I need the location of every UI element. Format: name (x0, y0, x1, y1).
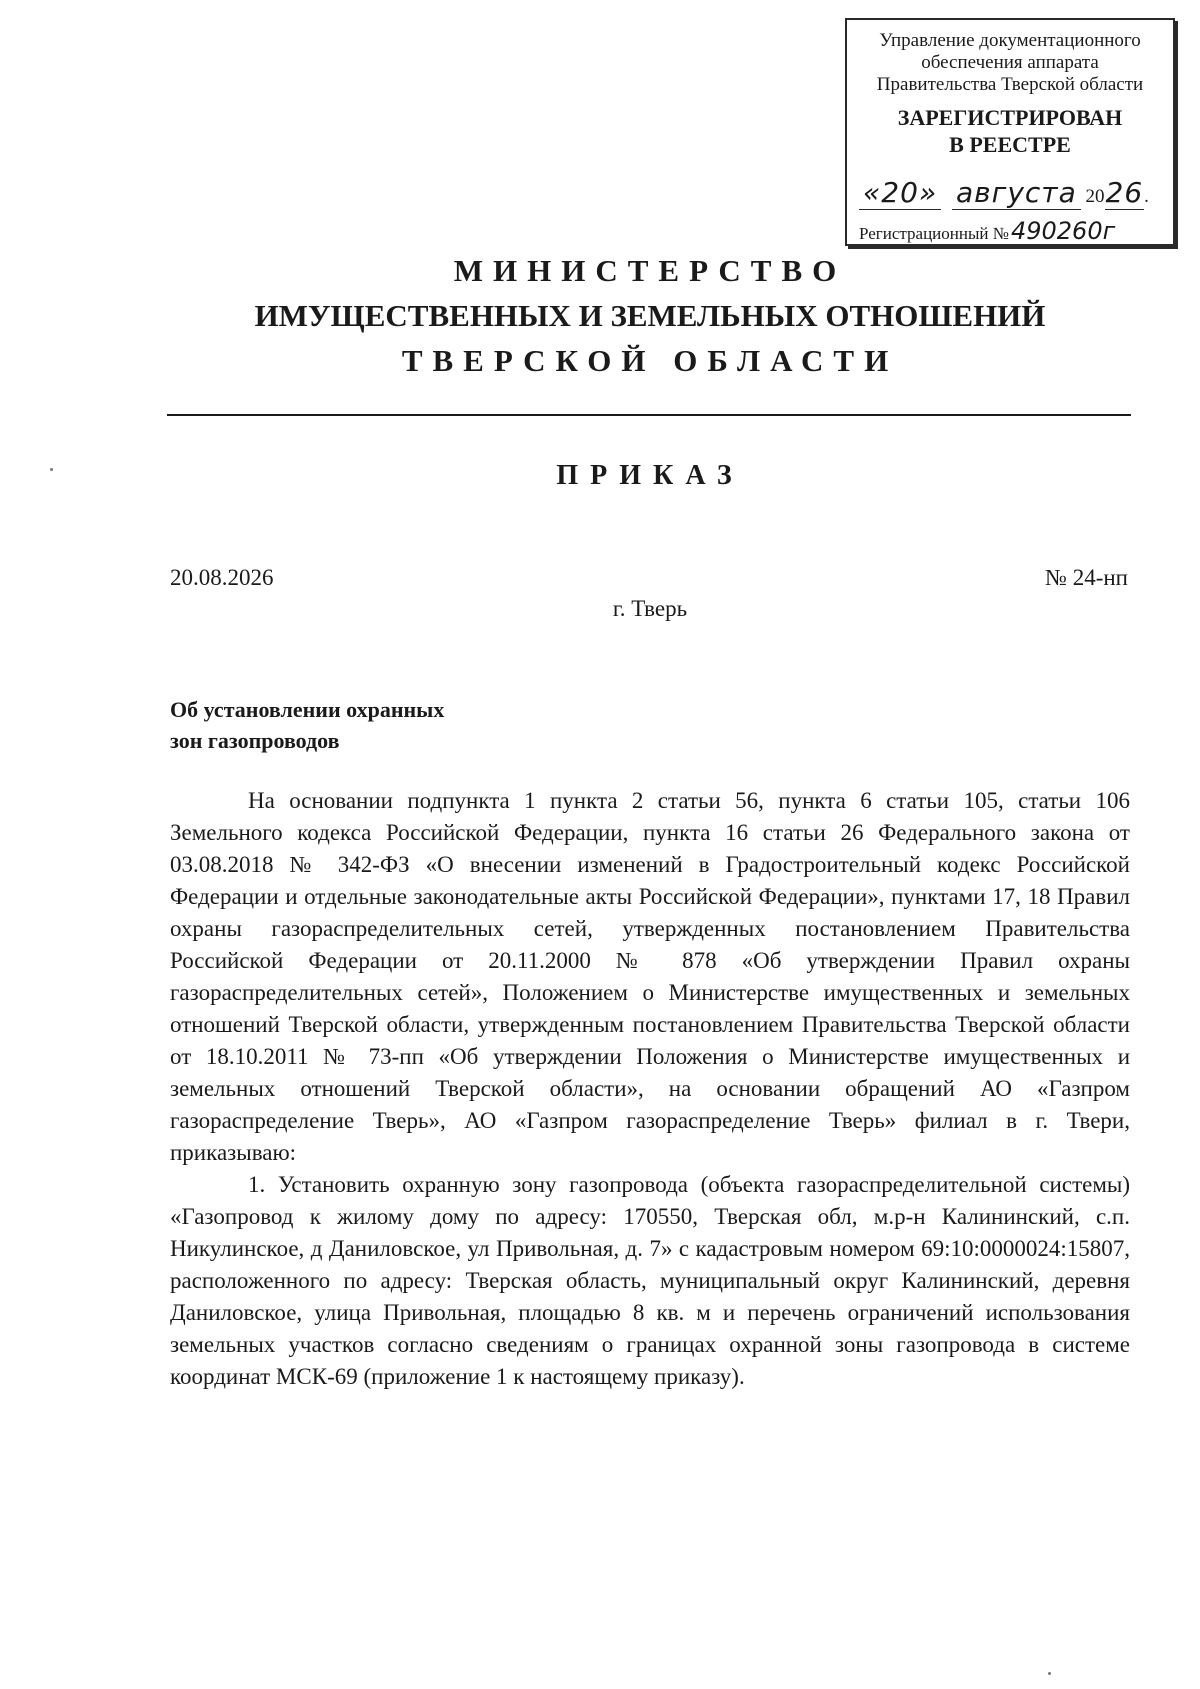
stamp-date-dot: . (1144, 186, 1149, 207)
stamp-regnum-label: Регистрационный № (859, 224, 1009, 243)
ministry-line-3: ТВЕРСКОЙ ОБЛАСТИ (401, 343, 899, 378)
stamp-date-year-prefix: 20 (1085, 186, 1105, 207)
stamp-registered-line-2: В РЕЕСТРЕ (949, 132, 1071, 157)
registration-stamp (845, 18, 1175, 246)
stamp-date-line (859, 176, 1165, 209)
stamp-date-day: «20» (859, 176, 941, 210)
stamp-org-line-3: Правительства Тверской области (876, 74, 1144, 95)
order-number: № 24-нп (1045, 565, 1128, 590)
ministry-line-1: МИНИСТЕРСТВО (453, 253, 847, 288)
order-city: г. Тверь (612, 596, 688, 621)
stamp-regnum-line (859, 217, 1169, 245)
body-paragraph-1: На основании подпункта 1 пункта 2 статьи 56, пункта 6 статьи 105, статьи 106 Земельного кодекса Российской Федерации, пункта 16 статьи 26 Федерального закона от 03.08.2018 № 342-ФЗ «О внесении изменений в Градостроительный кодекс Российской Федерации и отдельные законодательные акты Российской Федерации», пунктами 17, 18 Правил охраны газораспределительных сетей, утвержденных постановлением Правительства Российской Федерации от 20.11.2000 № 878 «Об утверждении Правил охраны газораспределительных сетей», Положением о Министерстве имущественных и земельных отношений Тверской области, утвержденным постановлением Правительства Тверской области от 18.10.2011 № 73-пп «Об утверждении Положения о Министерстве имущественных и земельных отношений Тверской области», на основании обращений АО «Газпром газораспределение Тверь», АО «Газпром газораспределение Тверь» филиал в г. Твери, приказываю: (170, 788, 1130, 1165)
order-title: ПРИКАЗ (556, 460, 744, 491)
header-divider (167, 414, 1131, 416)
order-date: 20.08.2026 (170, 565, 274, 590)
scan-speck (1048, 1672, 1051, 1675)
scan-speck (50, 468, 53, 471)
body-paragraph-2: 1. Установить охранную зону газопровода (объекта газораспределительной системы) «Газопровод к жилому дому по адресу: 170550, Тверская обл, м.р-н Калининский, с.п. Никулинское, д Даниловское, ул Привольная, д. 7» с кадастровым номером 69:10:0000024:15807, расположенного по адресу: Тверская область, муниципальный округ Калининский, деревня Даниловское, улица Привольная, площадью 8 кв. м и перечень ограничений использования земельных участков согласно сведениям о границах охранной зоны газопровода в системе координат МСК-69 (приложение 1 к настоящему приказу). (170, 1172, 1130, 1389)
stamp-regnum-value: 490260г (1010, 217, 1116, 245)
stamp-org-line-1: Управление документационного (879, 30, 1141, 51)
order-subject (170, 694, 590, 756)
stamp-org-line-2: обеспечения аппарата (921, 52, 1099, 73)
ministry-header (170, 248, 1130, 383)
ministry-line-2: ИМУЩЕСТВЕННЫХ И ЗЕМЕЛЬНЫХ ОТНОШЕНИЙ (254, 298, 1046, 333)
subject-line-1: Об установлении охранных (170, 697, 445, 722)
stamp-date-year-suffix: 26 (1105, 176, 1144, 209)
subject-line-2: зон газопроводов (170, 728, 340, 753)
stamp-date-month: августа (952, 176, 1081, 210)
stamp-registered-line-1: ЗАРЕГИСТРИРОВАН (897, 105, 1123, 130)
order-body (170, 785, 1130, 1393)
